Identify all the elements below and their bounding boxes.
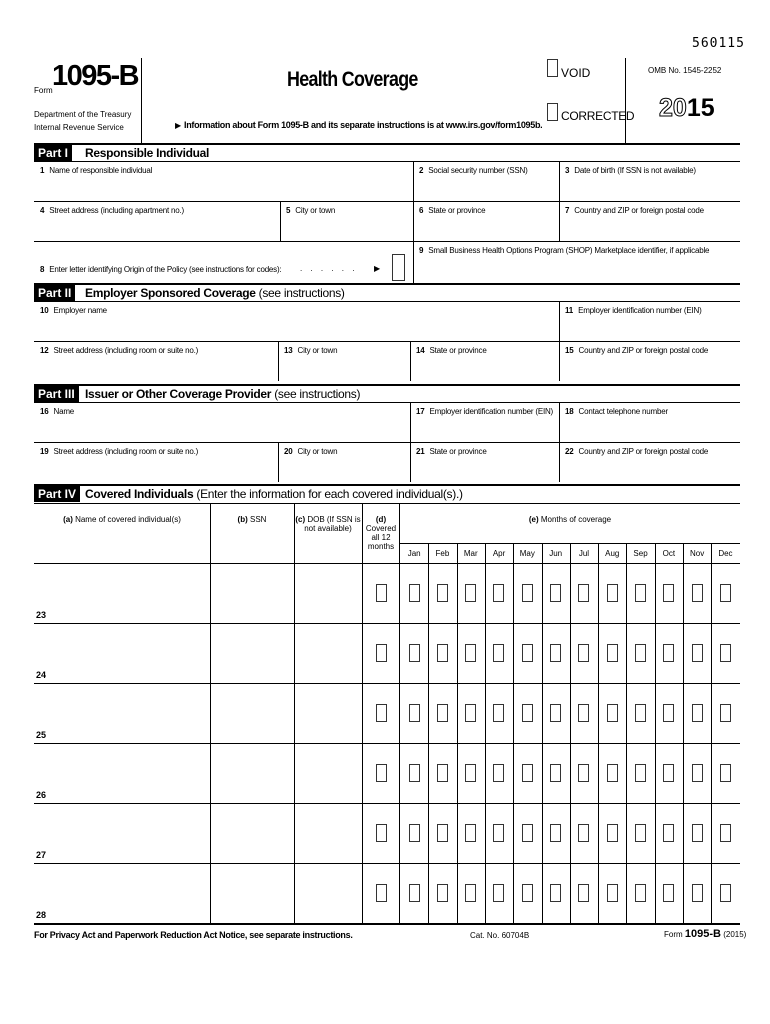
part4-title: Covered Individuals (Enter the information for each covered individual(s).) (85, 487, 463, 501)
row-27-sep-checkbox[interactable] (635, 824, 646, 842)
row-25-dec-checkbox[interactable] (720, 704, 731, 722)
row-27-apr-checkbox[interactable] (493, 824, 504, 842)
row-28-jun-checkbox[interactable] (550, 884, 561, 902)
dept-line2: Internal Revenue Service (34, 123, 124, 132)
row-23-covered-all-checkbox[interactable] (376, 584, 387, 602)
tax-year-bold: 15 (686, 94, 715, 122)
month-header-nov: Nov (690, 549, 705, 558)
row-23-jan-checkbox[interactable] (409, 584, 420, 602)
row-23-jul-checkbox[interactable] (578, 584, 589, 602)
corrected-label: CORRECTED (561, 109, 635, 123)
row-28-dec-checkbox[interactable] (720, 884, 731, 902)
form-number: 1095-B (52, 60, 139, 92)
dept-line1: Department of the Treasury (34, 110, 132, 119)
col-c-header: (c) DOB (If SSN is not available) (295, 515, 361, 533)
row-24-jun-checkbox[interactable] (550, 644, 561, 662)
row-25-nov-checkbox[interactable] (692, 704, 703, 722)
row-26-nov-checkbox[interactable] (692, 764, 703, 782)
field-10-label: 10 Employer name (40, 306, 107, 315)
field-21-label: 21 State or province (416, 447, 487, 456)
row-number-28: 28 (36, 910, 47, 920)
row-25-jul-checkbox[interactable] (578, 704, 589, 722)
row-28-may-checkbox[interactable] (522, 884, 533, 902)
row-number-24: 24 (36, 670, 47, 680)
col-b-header: (b) SSN (237, 515, 267, 524)
row-23-feb-checkbox[interactable] (437, 584, 448, 602)
row-number-23: 23 (36, 610, 47, 620)
month-header-apr: Apr (492, 549, 506, 558)
row-23-jun-checkbox[interactable] (550, 584, 561, 602)
row-27-jan-checkbox[interactable] (409, 824, 420, 842)
field-9-label: 9 Small Business Health Options Program (SHOP) Marketplace identifier, if applicable (419, 246, 710, 255)
col-e-header: (e) Months of coverage (528, 515, 612, 524)
row-24-covered-all-checkbox[interactable] (376, 644, 387, 662)
footer-form-id: Form 1095-B (2015) (664, 928, 747, 940)
part1-title-text: Responsible Individual (85, 146, 210, 160)
month-header-aug: Aug (605, 549, 620, 558)
cat-number: Cat. No. 60704B (470, 931, 530, 940)
field-8-dots: . . . . . . (300, 264, 358, 273)
row-26-may-checkbox[interactable] (522, 764, 533, 782)
row-26-oct-checkbox[interactable] (663, 764, 674, 782)
row-23-apr-checkbox[interactable] (493, 584, 504, 602)
row-26-sep-checkbox[interactable] (635, 764, 646, 782)
row-28-jul-checkbox[interactable] (578, 884, 589, 902)
row-24-dec-checkbox[interactable] (720, 644, 731, 662)
row-28-apr-checkbox[interactable] (493, 884, 504, 902)
row-25-oct-checkbox[interactable] (663, 704, 674, 722)
row-25-covered-all-checkbox[interactable] (376, 704, 387, 722)
info-line: Information about Form 1095-B and its separate instructions is at www.irs.gov/form1095b. (184, 120, 543, 130)
row-27-mar-checkbox[interactable] (465, 824, 476, 842)
row-27-jul-checkbox[interactable] (578, 824, 589, 842)
row-26-feb-checkbox[interactable] (437, 764, 448, 782)
row-24-sep-checkbox[interactable] (635, 644, 646, 662)
row-27-aug-checkbox[interactable] (607, 824, 618, 842)
row-25-jun-checkbox[interactable] (550, 704, 561, 722)
row-24-jul-checkbox[interactable] (578, 644, 589, 662)
row-23-dec-checkbox[interactable] (720, 584, 731, 602)
row-24-may-checkbox[interactable] (522, 644, 533, 662)
field-1-label: 1 Name of responsible individual (40, 166, 153, 175)
row-28-feb-checkbox[interactable] (437, 884, 448, 902)
tax-year-outline: 20 (659, 94, 687, 122)
field-8-arrow-icon: ▶ (374, 264, 381, 273)
row-number-26: 26 (36, 790, 47, 800)
row-26-dec-checkbox[interactable] (720, 764, 731, 782)
omb-number: OMB No. 1545-2252 (648, 66, 722, 75)
row-28-sep-checkbox[interactable] (635, 884, 646, 902)
row-26-covered-all-checkbox[interactable] (376, 764, 387, 782)
field-2-label: 2 Social security number (SSN) (419, 166, 528, 175)
row-25-sep-checkbox[interactable] (635, 704, 646, 722)
row-27-may-checkbox[interactable] (522, 824, 533, 842)
row-24-mar-checkbox[interactable] (465, 644, 476, 662)
row-25-jan-checkbox[interactable] (409, 704, 420, 722)
part4-label: Part IV (34, 486, 80, 502)
field-6-label: 6 State or province (419, 206, 486, 215)
row-26-aug-checkbox[interactable] (607, 764, 618, 782)
corrected-checkbox[interactable] (547, 103, 558, 121)
void-checkbox[interactable] (547, 59, 558, 77)
row-25-feb-checkbox[interactable] (437, 704, 448, 722)
part2-title: Employer Sponsored Coverage (see instructions) (85, 286, 345, 300)
row-24-jan-checkbox[interactable] (409, 644, 420, 662)
row-23-nov-checkbox[interactable] (692, 584, 703, 602)
row-23-aug-checkbox[interactable] (607, 584, 618, 602)
month-header-may: May (519, 549, 535, 558)
row-28-covered-all-checkbox[interactable] (376, 884, 387, 902)
row-23-may-checkbox[interactable] (522, 584, 533, 602)
field-18-label: 18 Contact telephone number (565, 407, 668, 416)
field-16-label: 16 Name (40, 407, 75, 416)
row-27-nov-checkbox[interactable] (692, 824, 703, 842)
month-header-sep: Sep (633, 549, 648, 558)
part1-label: Part I (34, 145, 72, 161)
tax-year (659, 94, 715, 123)
row-28-oct-checkbox[interactable] (663, 884, 674, 902)
row-24-nov-checkbox[interactable] (692, 644, 703, 662)
month-header-oct: Oct (662, 549, 676, 558)
field-5-label: 5 City or town (286, 206, 336, 215)
row-24-apr-checkbox[interactable] (493, 644, 504, 662)
month-header-dec: Dec (718, 549, 733, 558)
field-8-label: 8 Enter letter identifying Origin of the Policy (see instructions for codes): (40, 265, 282, 274)
row-26-jan-checkbox[interactable] (409, 764, 420, 782)
field-22-label: 22 Country and ZIP or foreign postal code (565, 447, 709, 456)
row-28-mar-checkbox[interactable] (465, 884, 476, 902)
row-23-oct-checkbox[interactable] (663, 584, 674, 602)
month-header-jun: Jun (549, 549, 563, 558)
row-28-jan-checkbox[interactable] (409, 884, 420, 902)
field-7-label: 7 Country and ZIP or foreign postal code (565, 206, 704, 215)
row-26-jul-checkbox[interactable] (578, 764, 589, 782)
col-a-header: (a) Name of covered individual(s) (63, 515, 181, 524)
row-28-aug-checkbox[interactable] (607, 884, 618, 902)
row-28-nov-checkbox[interactable] (692, 884, 703, 902)
month-header-jan: Jan (407, 549, 421, 558)
form-title: Health Coverage (287, 68, 418, 91)
month-header-jul: Jul (578, 549, 590, 558)
field-14-label: 14 State or province (416, 346, 487, 355)
row-26-apr-checkbox[interactable] (493, 764, 504, 782)
field-15-label: 15 Country and ZIP or foreign postal code (565, 346, 709, 355)
row-25-mar-checkbox[interactable] (465, 704, 476, 722)
field-13-label: 13 City or town (284, 346, 338, 355)
field-20-label: 20 City or town (284, 447, 338, 456)
part3-label: Part III (34, 386, 79, 402)
row-number-25: 25 (36, 730, 47, 740)
privacy-notice: For Privacy Act and Paperwork Reduction Act Notice, see separate instructions. (34, 930, 353, 940)
part3-title: Issuer or Other Coverage Provider (see instructions) (85, 387, 361, 401)
row-24-aug-checkbox[interactable] (607, 644, 618, 662)
month-header-feb: Feb (435, 549, 450, 558)
row-25-aug-checkbox[interactable] (607, 704, 618, 722)
row-24-oct-checkbox[interactable] (663, 644, 674, 662)
form-word: Form (34, 86, 53, 95)
part2-label: Part II (34, 285, 75, 301)
row-27-dec-checkbox[interactable] (720, 824, 731, 842)
month-header-mar: Mar (463, 549, 478, 558)
row-24-feb-checkbox[interactable] (437, 644, 448, 662)
part1-title (85, 146, 209, 160)
row-23-sep-checkbox[interactable] (635, 584, 646, 602)
row-25-may-checkbox[interactable] (522, 704, 533, 722)
row-27-feb-checkbox[interactable] (437, 824, 448, 842)
field-8-input[interactable] (392, 254, 405, 281)
row-27-covered-all-checkbox[interactable] (376, 824, 387, 842)
field-19-label: 19 Street address (including room or suite no.) (40, 447, 199, 456)
row-27-jun-checkbox[interactable] (550, 824, 561, 842)
form-stamp: 560115 (692, 36, 745, 51)
col-d-header: (d) Covered all 12 months (365, 515, 397, 551)
field-11-label: 11 Employer identification number (EIN) (565, 306, 702, 315)
field-12-label: 12 Street address (including room or suite no.) (40, 346, 199, 355)
row-25-apr-checkbox[interactable] (493, 704, 504, 722)
field-4-label: 4 Street address (including apartment no.) (40, 206, 184, 215)
field-17-label: 17 Employer identification number (EIN) (416, 407, 554, 416)
row-number-27: 27 (36, 850, 47, 860)
row-26-jun-checkbox[interactable] (550, 764, 561, 782)
row-23-mar-checkbox[interactable] (465, 584, 476, 602)
field-3-label: 3 Date of birth (If SSN is not available) (565, 166, 696, 175)
info-arrow-icon: ▶ (175, 121, 182, 130)
void-label: VOID (561, 66, 591, 80)
row-27-oct-checkbox[interactable] (663, 824, 674, 842)
row-26-mar-checkbox[interactable] (465, 764, 476, 782)
